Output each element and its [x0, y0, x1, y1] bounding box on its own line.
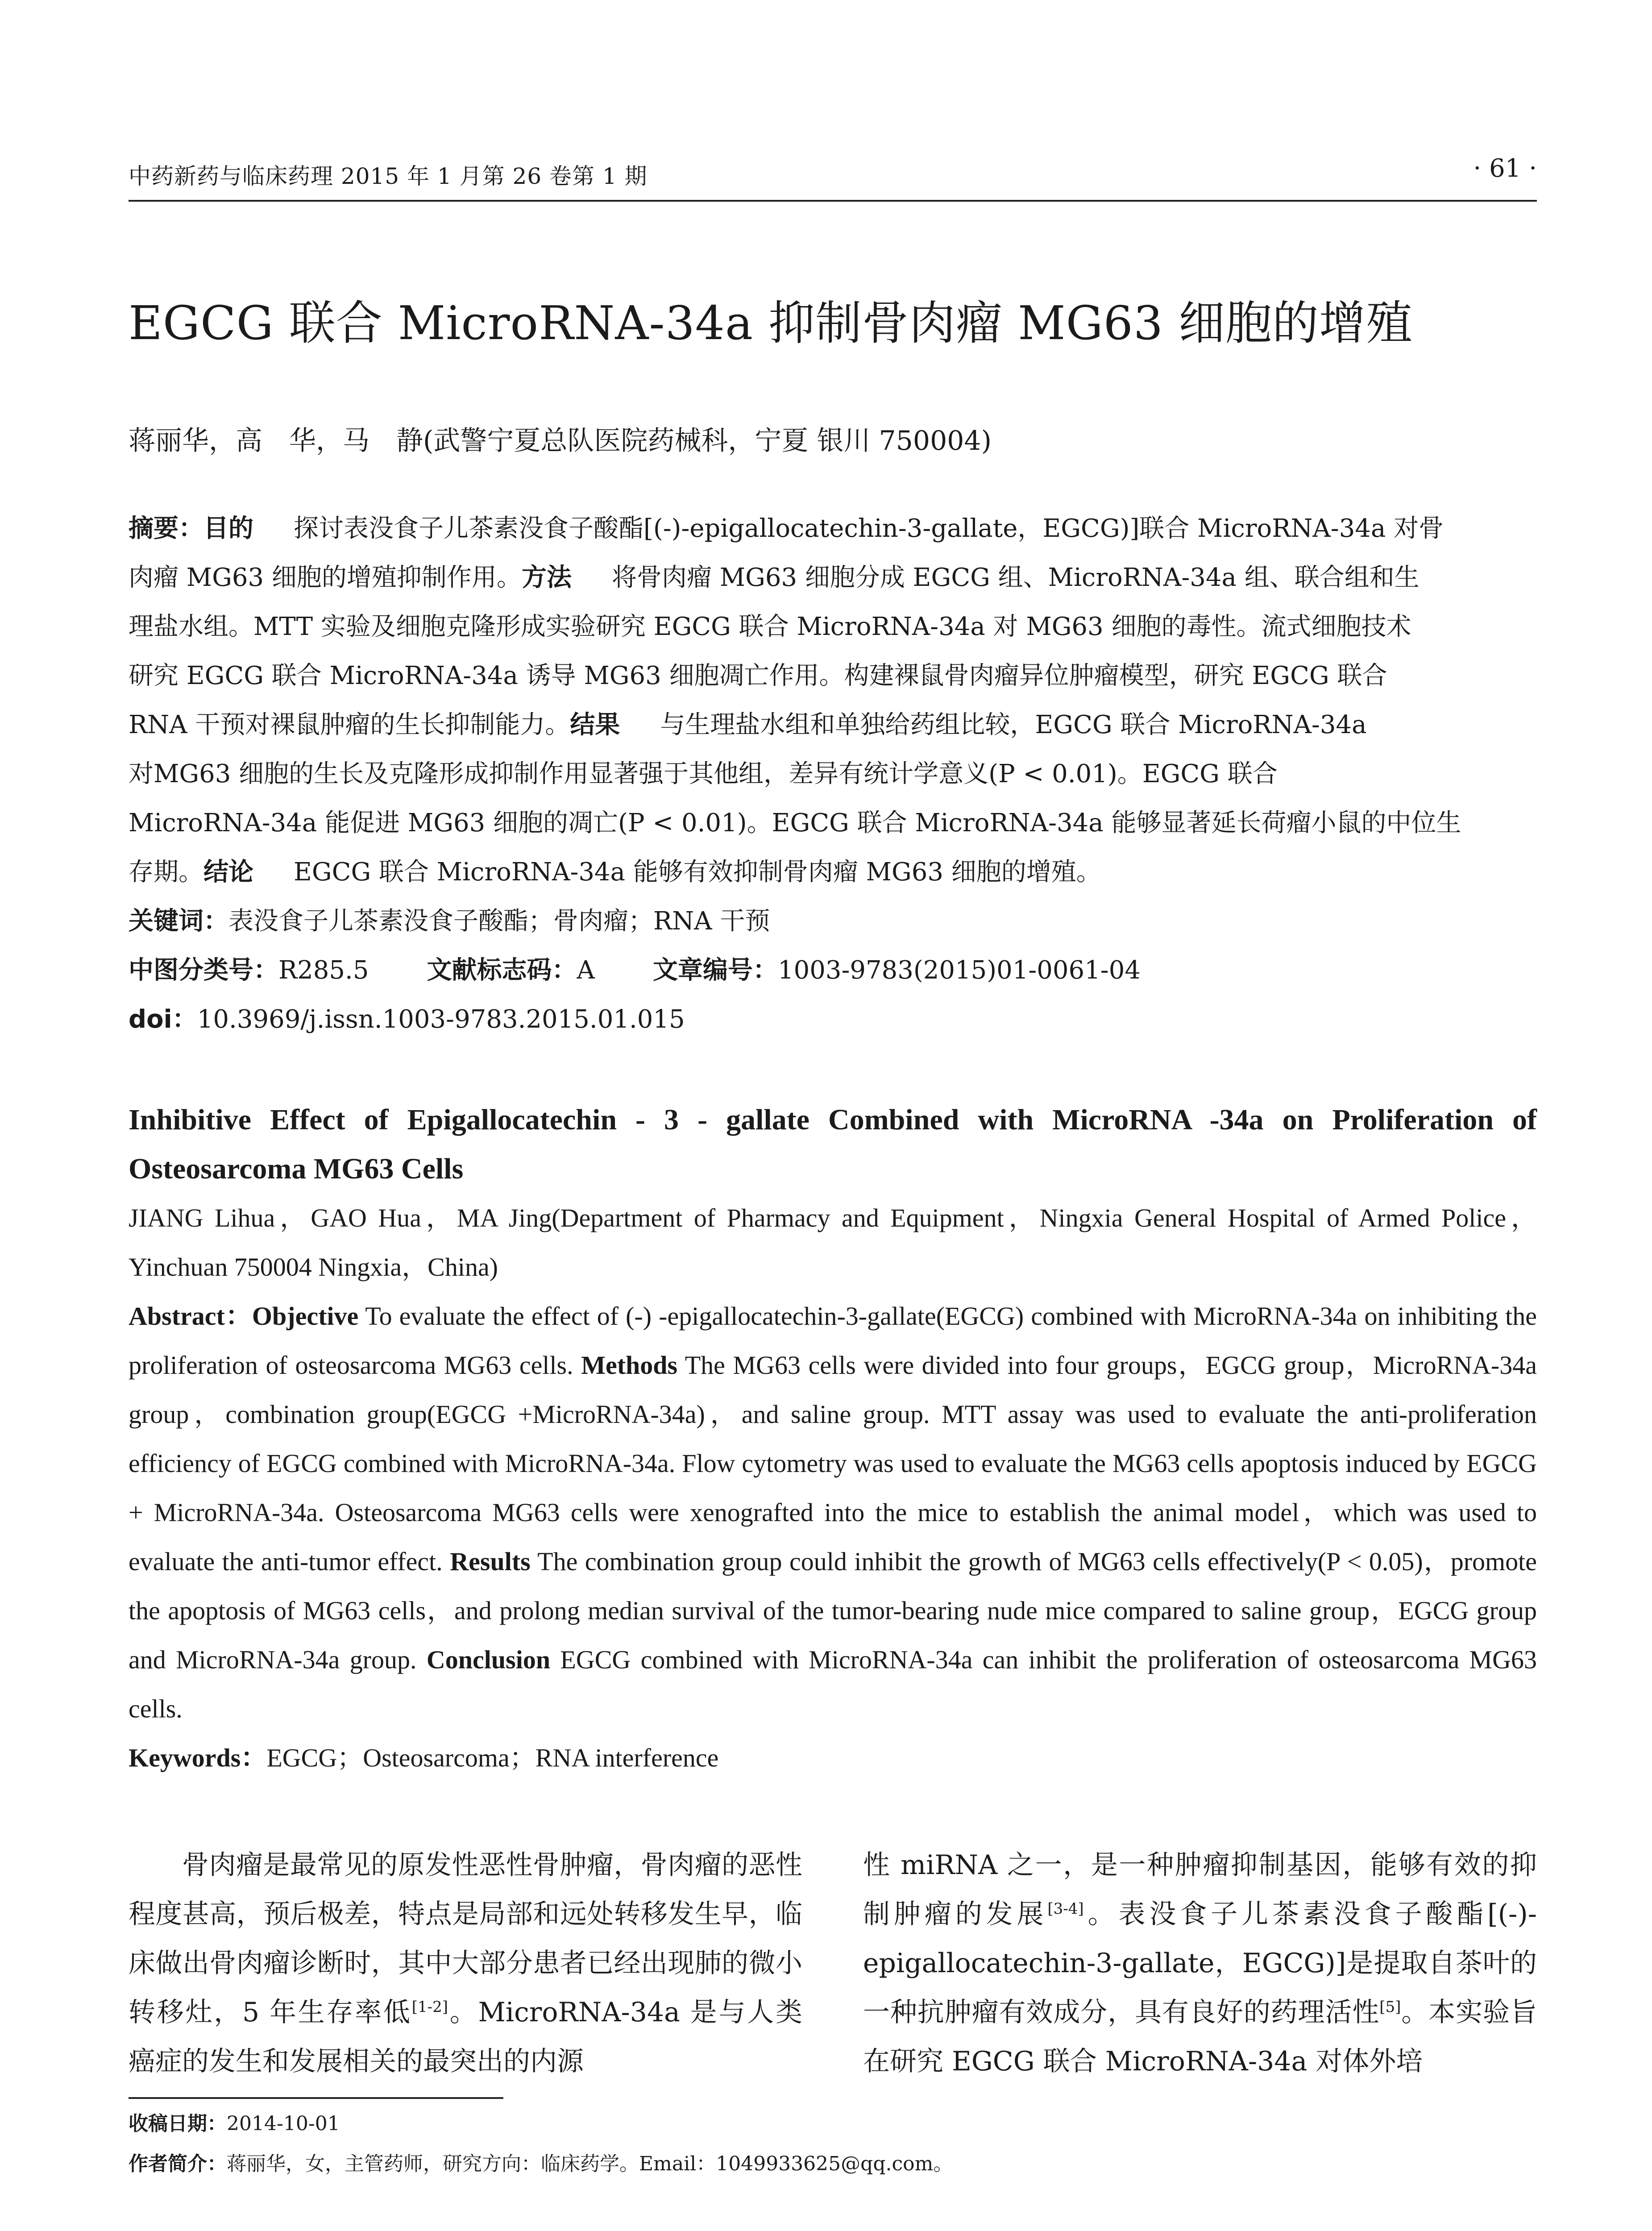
citation-ref: [3-4] [1047, 1900, 1084, 1918]
doc-code-value: A [577, 956, 595, 985]
objective-text: 探讨表没食子儿茶素没食子酸酯[(-)-epigallocatechin-3-gallate，EGCG)]联合 MicroRNA-34a 对骨 [294, 514, 1444, 543]
body-column-left: 骨肉瘤是最常见的原发性恶性骨肿瘤，骨肉瘤的恶性程度甚高，预后极差，特点是局部和远处转移发生早，临床做出骨肉瘤诊断时，其中大部分患者已经出现肺的微小转移灶，5 年生存率低[1-2]。MicroRNA-34a 是与人类癌症的发生和发展相关的最突出的内源 [129, 1849, 802, 2077]
abstract-label: Abstract： [129, 1302, 252, 1331]
objective-label: Objective [252, 1302, 359, 1331]
methods-label: Methods [581, 1351, 678, 1380]
abstract-line: 理盐水组。MTT 实验及细胞克隆形成实验研究 EGCG 联合 MicroRNA-34a 对 MG63 细胞的毒性。流式细胞技术 [129, 612, 1411, 641]
page-number: · 61 · [1473, 154, 1537, 183]
doc-code-label: 文献标志码： [427, 956, 577, 985]
objective-label: 目的 [203, 514, 253, 543]
doi-line [129, 995, 1537, 1044]
english-title: Inhibitive Effect of Epigallocatechin - 3 - gallate Combined with MicroRNA -34a on Proliferation of Osteosarcoma MG63 Cells [129, 1103, 1537, 1185]
doi-label: doi： [129, 1005, 197, 1034]
abstract-line: MicroRNA-34a 能促进 MG63 细胞的凋亡(P < 0.01)。EGCG 联合 MicroRNA-34a 能够显著延长荷瘤小鼠的中位生 [129, 809, 1461, 838]
keywords-line [129, 897, 1537, 946]
abstract-line: 存期。结论 EGCG 联合 MicroRNA-34a 能够有效抑制骨肉瘤 MG63 细胞的增殖。 [129, 858, 1101, 887]
chinese-abstract [129, 504, 1537, 1044]
methods-label: 方法 [521, 563, 572, 592]
abstract-line: 对MG63 细胞的生长及克隆形成抑制作用显著强于其他组，差异有统计学意义(P < 0.01)。EGCG 联合 [129, 759, 1278, 788]
conclusion-label: 结论 [203, 858, 253, 887]
clc-value: R285.5 [278, 956, 369, 985]
english-authors: JIANG Lihua，GAO Hua，MA Jing(Department of Pharmacy and Equipment，Ningxia General Hospital of Armed Police，Yinchuan 750004 Ningxia，China) [129, 1203, 1537, 1281]
results-label: 结果 [570, 710, 620, 739]
article-no-label: 文章编号： [652, 956, 778, 985]
objective-text: To evaluate the effect of (-) -epigallocatechin-3-gallate(EGCG) combined with MicroRNA-34a on inhibiting the proliferation of osteosarcoma MG63 cells. [129, 1302, 1537, 1380]
conclusion-text: EGCG combined with MicroRNA-34a can inhibit the proliferation of osteosarcoma MG63 cells. [129, 1645, 1537, 1723]
abstract-line: 肉瘤 MG63 细胞的增殖抑制作用。方法 将骨肉瘤 MG63 细胞分成 EGCG 组、MicroRNA-34a 组、联合组和生 [129, 563, 1420, 592]
footnote-rule [129, 2097, 503, 2099]
citation-ref: [5] [1379, 1998, 1401, 2016]
citation-ref: [1-2] [411, 1998, 448, 2016]
abstract-label: 摘要： [129, 514, 203, 543]
results-label: Results [450, 1547, 531, 1576]
article-no-value: 1003-9783(2015)01-0061-04 [777, 956, 1141, 985]
keywords-text: EGCG；Osteosarcoma；RNA interference [266, 1743, 719, 1772]
keywords-label: Keywords： [129, 1743, 267, 1772]
classification-line [129, 946, 1537, 995]
abstract-line: RNA 干预对裸鼠肿瘤的生长抑制能力。结果 与生理盐水组和单独给药组比较，EGCG 联合 MicroRNA-34a [129, 710, 1367, 739]
methods-text: The MG63 cells were divided into four groups，EGCG group，MicroRNA-34a group，combination group(EGCG +MicroRNA-34a)，and saline group. MTT assay was used to evaluate the anti-proliferation efficiency of EGCG combined with MicroRNA-34a. Flow cytometry was used to evaluate the MG63 cells apoptosis induced by EGCG + MicroRNA-34a. Osteosarcoma MG63 cells were xenografted into the mice to establish the animal model，which was used to evaluate the anti-tumor effect. [129, 1351, 1537, 1576]
author-affiliation: 蒋丽华，高 华，马 静(武警宁夏总队医院药械科，宁夏 银川 750004) [129, 425, 992, 456]
english-keywords [129, 1733, 1537, 1783]
received-date: 收稿日期：2014-10-01 [129, 2112, 340, 2135]
doi-value: 10.3969/j.issn.1003-9783.2015.01.015 [197, 1005, 685, 1034]
footnotes [129, 2104, 953, 2184]
abstract-line [129, 504, 1537, 553]
keywords-text: 表没食子儿茶素没食子酸酯；骨肉瘤；RNA 干预 [228, 907, 770, 936]
english-abstract [129, 1292, 1537, 1733]
clc-label: 中图分类号： [129, 956, 278, 985]
results-text: The combination group could inhibit the growth of MG63 cells effectively(P < 0.05)，promote the apoptosis of MG63 cells，and prolong median survival of the tumor-bearing nude mice compared to saline group，EGCG group and MicroRNA-34a group. [129, 1547, 1537, 1674]
article-title: EGCG 联合 MicroRNA-34a 抑制骨肉瘤 MG63 细胞的增殖 [129, 296, 1413, 350]
keywords-label: 关键词： [129, 907, 228, 936]
header-rule [129, 200, 1537, 202]
body-column-right: 性 miRNA 之一，是一种肿瘤抑制基因，能够有效的抑制肿瘤的发展[3-4]。表没食子儿茶素没食子酸酯[(-)-epigallocatechin-3-gallate，EGCG)]是提取自茶叶的一种抗肿瘤有效成分，具有良好的药理活性[5]。本实验旨在研究 EGCG 联合 MicroRNA-34a 对体外培 [863, 1849, 1537, 2077]
journal-header: 中药新药与临床药理 2015 年 1 月第 26 卷第 1 期 [129, 163, 648, 189]
conclusion-label: Conclusion [426, 1645, 551, 1674]
abstract-line: 研究 EGCG 联合 MicroRNA-34a 诱导 MG63 细胞凋亡作用。构建裸鼠骨肉瘤异位肿瘤模型，研究 EGCG 联合 [129, 661, 1387, 690]
author-bio: 作者简介：蒋丽华，女，主管药师，研究方向：临床药学。Email：1049933625@qq.com。 [129, 2152, 953, 2175]
